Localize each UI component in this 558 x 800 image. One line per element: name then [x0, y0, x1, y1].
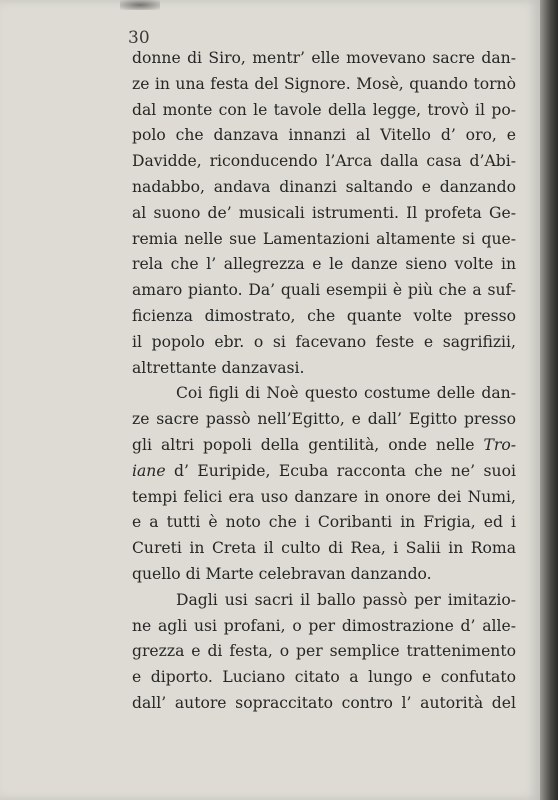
- page-stain: [120, 0, 160, 10]
- text-line: Coi figli di Noè questo costume delle dan-: [176, 384, 516, 403]
- text-line: remia nelle sue Lamentazioni altamente si que-: [132, 229, 516, 248]
- text-line: Cureti in Creta il culto di Rea, i Salii in Roma: [132, 539, 516, 558]
- text-line: tempi felici era uso danzare in onore dei Numi,: [132, 487, 516, 506]
- text-line: nadabbo, andava dinanzi saltando e danzando: [132, 177, 516, 196]
- body-text: [132, 46, 516, 717]
- text-line: rela che l’ allegrezza e le danze sieno volte in: [132, 255, 516, 274]
- text-line: quello di Marte celebravan danzando.: [132, 564, 432, 583]
- book-spine: [540, 0, 558, 800]
- page-number: 30: [128, 28, 150, 48]
- text-line: gli altri popoli della gentilità, onde nelle Tro-: [132, 435, 516, 454]
- text-line: al suono de’ musicali istrumenti. Il profeta Ge-: [132, 203, 516, 222]
- text-line: dall’ autore sopraccitato contro l’ autorità del: [132, 693, 516, 712]
- text-line: amaro pianto. Da’ quali esempii è più che a suf-: [132, 281, 516, 300]
- text-line: grezza e di festa, o per semplice trattenimento: [132, 642, 516, 661]
- text-line: polo che danzava innanzi al Vitello d’ oro, e: [132, 126, 516, 145]
- text-line: ze in una festa del Signore. Mosè, quando tornò: [132, 74, 516, 93]
- text-line: dal monte con le tavole della legge, trovò il po-: [132, 100, 516, 119]
- text-line: altrettante danzavasi.: [132, 358, 305, 377]
- text-line: ne agli usi profani, o per dimostrazione d’ alle-: [132, 616, 516, 635]
- text-line: ze sacre passò nell’Egitto, e dall’ Egitto presso: [132, 410, 516, 429]
- text-line: ficienza dimostrato, che quante volte presso: [132, 306, 516, 325]
- text-line: Dagli usi sacri il ballo passò per imitazio-: [176, 590, 516, 609]
- text-line: e a tutti è noto che i Coribanti in Frigia, ed i: [132, 513, 516, 532]
- text-line: iane d’ Euripide, Ecuba racconta che ne’ suoi: [132, 461, 516, 480]
- text-line: e diporto. Luciano citato a lungo e confutato: [132, 668, 516, 687]
- text-line: Davidde, riconducendo l’Arca dalla casa d’Abi-: [132, 152, 516, 171]
- text-line: il popolo ebr. o si facevano feste e sagrifizii,: [132, 332, 516, 351]
- text-line: donne di Siro, mentr’ elle movevano sacre dan-: [132, 49, 516, 67]
